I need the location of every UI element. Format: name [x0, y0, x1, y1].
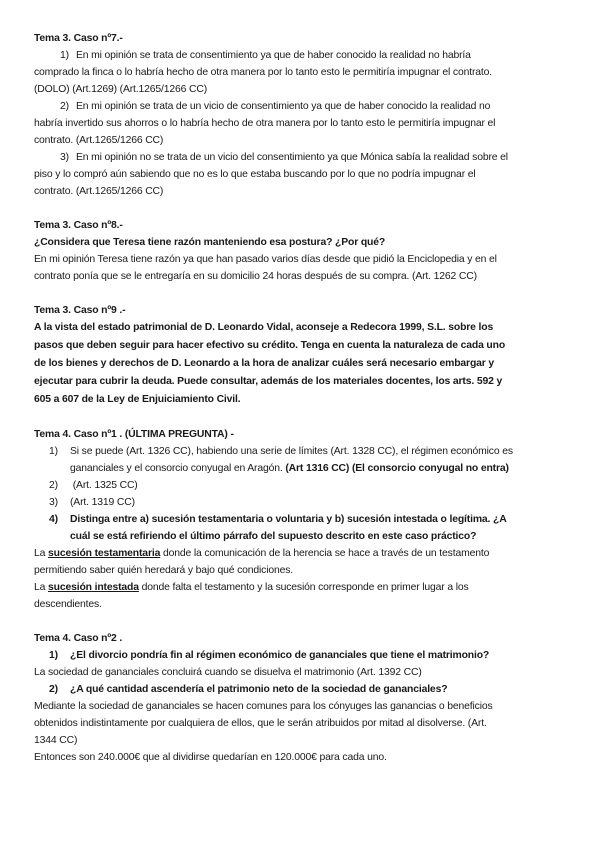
item-text: habría invertido sus ahorros o lo habría hecho de otra manera por lo tanto esto le permitiría impugnar el: [34, 118, 496, 129]
statement-line: pasos que deben seguir para hacer efectivo su crédito. Tenga en cuenta la naturaleza de cada uno: [34, 340, 506, 351]
item-number: 2): [49, 480, 58, 491]
document-page: [34, 30, 564, 766]
item-text: cuál se está refiriendo el último párrafo del supuesto descrito en este caso práctico?: [70, 531, 477, 542]
item-text: gananciales y el consorcio conyugal en Aragón.: [70, 463, 286, 474]
item-text: contrato. (Art.1265/1266 CC): [34, 186, 164, 197]
list-item: [34, 98, 564, 149]
section-title: Tema 3. Caso nº7.-: [34, 33, 123, 44]
item-text: En mi opinión se trata de un vicio de consentimiento ya que de haber conocido la realidad no: [76, 101, 491, 112]
item-text: (DOLO) (Art.1269) (Art.1265/1266 CC): [34, 84, 208, 95]
section-tema3-caso9: [34, 302, 564, 409]
term-sucesion-intestada: sucesión intestada: [48, 582, 139, 593]
section-tema3-caso8: [34, 217, 564, 285]
answer-text: 1344 CC): [34, 735, 78, 746]
section-tema4-caso1: [34, 426, 564, 613]
item-number: 4): [49, 514, 58, 525]
section-title: Tema 4. Caso nº1 . (ÚLTIMA PREGUNTA) -: [34, 429, 234, 440]
section-tema4-caso2: [34, 630, 564, 766]
item-number: 3): [49, 497, 58, 508]
list-item: [34, 494, 564, 511]
answer-text: contrato ponía que se le entregaría en su domicilio 24 horas después de su compra. (Art. 1262 CC): [34, 271, 477, 282]
list-item: [34, 511, 564, 545]
question: 1) ¿El divorcio pondría fin al régimen económico de gananciales que tiene el matrimonio?: [34, 647, 564, 664]
list-item: [34, 149, 564, 200]
item-number: 2): [60, 101, 69, 112]
paragraph-line: descendientes.: [34, 599, 102, 610]
section-title: Tema 3. Caso nº8.-: [34, 220, 123, 231]
item-text: (Art. 1319 CC): [70, 497, 135, 508]
item-number: 3): [60, 152, 69, 163]
section-tema3-caso7: [34, 30, 564, 200]
item-number: 1): [49, 446, 58, 457]
question: 2) ¿A qué cantidad ascendería el patrimonio neto de la sociedad de gananciales?: [34, 681, 564, 698]
item-text: En mi opinión se trata de consentimiento ya que de haber conocido la realidad no habría: [76, 50, 471, 61]
item-text: Distinga entre a) sucesión testamentaria o voluntaria y b) sucesión intestada o legítima. ¿A: [70, 514, 507, 525]
paragraph-line: permitiendo saber quién heredará y bajo qué condiciones.: [34, 565, 294, 576]
term-sucesion-testamentaria: sucesión testamentaria: [48, 548, 161, 559]
paragraph: La sucesión testamentaria donde la comunicación de la herencia se hace a través de un testamento: [34, 548, 490, 559]
item-text: piso y lo compró aún sabiendo que no es lo que estaba buscando por lo que no podría impugnar el: [34, 169, 476, 180]
paragraph: La sucesión intestada donde falta el testamento y la sucesión corresponde en primer lugar a los: [34, 582, 469, 593]
item-number: 2): [49, 684, 58, 695]
question: ¿Considera que Teresa tiene razón manteniendo esa postura? ¿Por qué?: [34, 237, 386, 248]
item-text: contrato. (Art.1265/1266 CC): [34, 135, 164, 146]
answer-text: obtenidos indistintamente por cualquiera de ellos, que le serán atribuidos por mitad al disolverse. (Art.: [34, 718, 487, 729]
item-text: (Art. 1325 CC): [70, 480, 138, 491]
section-title: Tema 3. Caso nº9 .-: [34, 305, 126, 316]
statement-line: ejecutar para cubrir la deuda. Puede consultar, además de los materiales docentes, los arts. 592 y: [34, 376, 503, 387]
item-text: En mi opinión no se trata de un vicio del consentimiento ya que Mónica sabía la realidad sobre el: [76, 152, 508, 163]
section-title: Tema 4. Caso nº2 .: [34, 633, 123, 644]
statement-line: 605 a 607 de la Ley de Enjuiciamiento Civil.: [34, 394, 241, 405]
answer-text: En mi opinión Teresa tiene razón ya que han pasado varios días desde que pidió la Enciclopedia y en el: [34, 254, 497, 265]
list-item: [34, 47, 564, 98]
item-number: 1): [60, 50, 69, 61]
list-item: [34, 477, 564, 494]
answer-text: La sociedad de gananciales concluirá cuando se disuelva el matrimonio (Art. 1392 CC): [34, 667, 422, 678]
answer-text: Entonces son 240.000€ que al dividirse quedarían en 120.000€ para cada uno.: [34, 752, 387, 763]
item-text: Si se puede (Art. 1326 CC), habiendo una serie de límites (Art. 1328 CC), el régimen económico es: [70, 446, 513, 457]
answer-text: Mediante la sociedad de gananciales se hacen comunes para los cónyuges las ganancias o beneficios: [34, 701, 493, 712]
item-number: 1): [49, 650, 58, 661]
list-item: [34, 443, 564, 477]
statement-line: A la vista del estado patrimonial de D. Leonardo Vidal, aconseje a Redecora 1999, S.L. sobre los: [34, 322, 494, 333]
item-text: comprado la finca o lo habría hecho de otra manera por lo tanto esto le permitiría impugnar el contrato.: [34, 67, 493, 78]
statement-line: de los bienes y derechos de D. Leonardo a la hora de analizar cuáles será necesario embargar y: [34, 358, 495, 369]
item-text-bold: (Art 1316 CC) (El consorcio conyugal no entra): [285, 463, 509, 474]
